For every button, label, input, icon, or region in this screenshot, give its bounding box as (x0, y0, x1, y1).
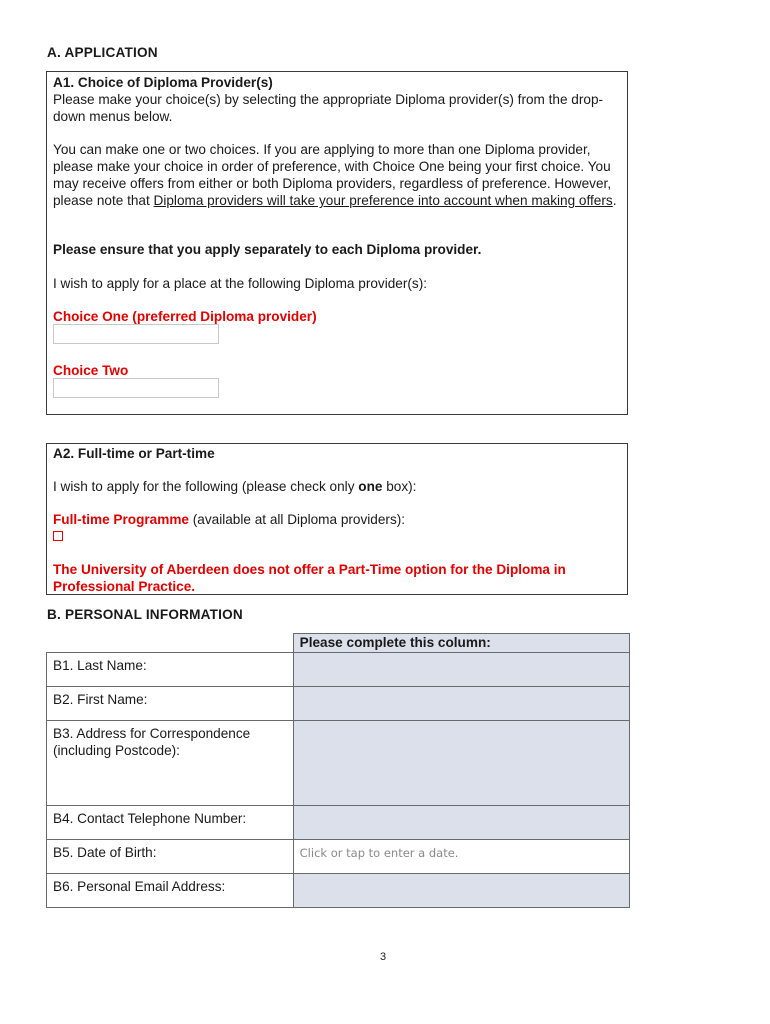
email-label: B6. Personal Email Address: (47, 874, 294, 908)
a2-title: A2. Full-time or Part-time (53, 446, 215, 461)
choice-one-dropdown[interactable] (53, 324, 219, 344)
fulltime-checkbox[interactable] (53, 531, 63, 541)
address-field[interactable] (293, 721, 629, 806)
telephone-label: B4. Contact Telephone Number: (47, 806, 294, 840)
fulltime-note: (available at all Diploma providers): (188, 512, 406, 527)
dob-placeholder: Click or tap to enter a date. (299, 846, 459, 860)
a1-box (46, 71, 628, 415)
dob-field[interactable] (293, 840, 629, 874)
table-header-row (47, 634, 630, 653)
a2-wish-end: box): (382, 479, 417, 494)
table-row (47, 721, 630, 806)
choice-two-label: Choice Two (53, 363, 129, 378)
a1-title: A1. Choice of Diploma Provider(s) (53, 75, 273, 90)
a1-separate-note: Please ensure that you apply separately to each Diploma provider. (53, 242, 482, 257)
a2-wish-start: I wish to apply for the following (please check only (53, 479, 359, 494)
a1-intro: Please make your choice(s) by selecting the appropriate Diploma provider(s) from the drop-down menus below. (53, 92, 604, 124)
choice-one-label: Choice One (preferred Diploma provider) (53, 309, 317, 324)
first-name-label: B2. First Name: (47, 687, 294, 721)
section-b-heading: B. PERSONAL INFORMATION (47, 607, 243, 622)
parttime-warning: The University of Aberdeen does not offer a Part-Time option for the Diploma in Professional Practice. (53, 562, 566, 594)
personal-info-table (46, 633, 630, 908)
email-field[interactable] (293, 874, 629, 908)
column-header: Please complete this column: (293, 634, 629, 653)
a2-box (46, 443, 628, 595)
choice-two-dropdown[interactable] (53, 378, 219, 398)
table-header-blank (47, 634, 294, 653)
a1-preference-paragraph (53, 141, 621, 209)
telephone-field[interactable] (293, 806, 629, 840)
a1-preference-end: . (612, 193, 617, 208)
table-row (47, 687, 630, 721)
section-a-heading: A. APPLICATION (47, 45, 158, 60)
a1-wish-text: I wish to apply for a place at the following Diploma provider(s): (53, 276, 428, 291)
dob-label: B5. Date of Birth: (47, 840, 294, 874)
table-row (47, 874, 630, 908)
a1-preference-text: You can make one or two choices. If you are applying to more than one Diploma provider, please make your choice in order of preference, with Choice One being your first choice. You may receive offers from either or both Diploma providers, regardless of preference. However, please note that (53, 142, 612, 208)
first-name-field[interactable] (293, 687, 629, 721)
fulltime-label: Full-time Programme (53, 512, 189, 527)
table-row (47, 840, 630, 874)
fulltime-option (53, 511, 621, 528)
table-row (47, 806, 630, 840)
address-label: B3. Address for Correspondence (including Postcode): (47, 721, 294, 806)
last-name-label: B1. Last Name: (47, 653, 294, 687)
a1-preference-underlined: Diploma providers will take your preference into account when making offers (153, 193, 613, 208)
page-number: 3 (380, 951, 387, 963)
last-name-field[interactable] (293, 653, 629, 687)
a2-wish-text (53, 478, 621, 495)
table-row (47, 653, 630, 687)
a2-wish-bold: one (358, 479, 383, 494)
